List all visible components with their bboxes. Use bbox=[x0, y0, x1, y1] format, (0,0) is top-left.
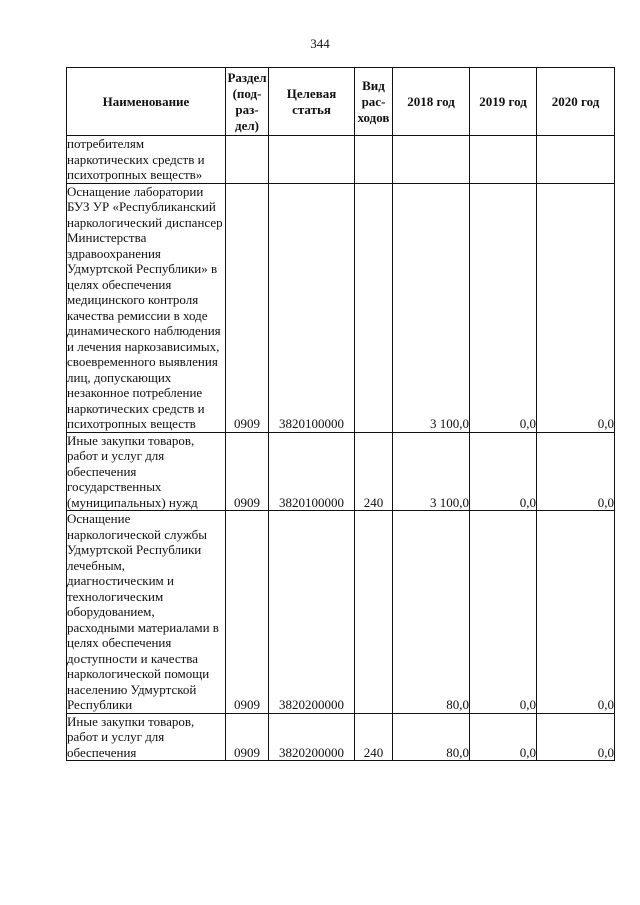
row-name: Оснащение наркологической службы Удмуртской Республики лечебным, диагностическим и технологическим оборудованием, расходными материалами в целях обеспечения доступности и качества наркологической помощи населению Удмуртской Республики bbox=[67, 511, 226, 714]
header-section: Раздел (под-раз-дел) bbox=[226, 68, 269, 136]
row-2018: 3 100,0 bbox=[393, 183, 470, 432]
header-name: Наименование bbox=[67, 68, 226, 136]
row-2019: 0,0 bbox=[470, 432, 537, 511]
row-section: 0909 bbox=[226, 511, 269, 714]
row-2020: 0,0 bbox=[537, 713, 615, 761]
row-section: 0909 bbox=[226, 713, 269, 761]
row-2019: 0,0 bbox=[470, 183, 537, 432]
row-2020: 0,0 bbox=[537, 183, 615, 432]
row-2020: 0,0 bbox=[537, 432, 615, 511]
header-2020: 2020 год bbox=[537, 68, 615, 136]
row-target: 3820200000 bbox=[269, 713, 355, 761]
row-2018: 3 100,0 bbox=[393, 432, 470, 511]
table-row bbox=[67, 183, 615, 432]
table-row bbox=[67, 511, 615, 714]
row-section bbox=[226, 136, 269, 184]
row-2018: 80,0 bbox=[393, 511, 470, 714]
row-2018 bbox=[393, 136, 470, 184]
page-number: 344 bbox=[310, 36, 330, 51]
row-target: 3820100000 bbox=[269, 183, 355, 432]
row-expense-type: 240 bbox=[355, 713, 393, 761]
row-expense-type: 240 bbox=[355, 432, 393, 511]
row-2019: 0,0 bbox=[470, 713, 537, 761]
header-row bbox=[67, 68, 615, 136]
row-2020: 0,0 bbox=[537, 511, 615, 714]
header-2018: 2018 год bbox=[393, 68, 470, 136]
header-2019: 2019 год bbox=[470, 68, 537, 136]
table-row bbox=[67, 713, 615, 761]
budget-table bbox=[66, 67, 615, 761]
row-2019: 0,0 bbox=[470, 511, 537, 714]
row-section: 0909 bbox=[226, 432, 269, 511]
row-name: Иные закупки товаров, работ и услуг для обеспечения государственных (муниципальных) нужд bbox=[67, 432, 226, 511]
row-name: Оснащение лаборатории БУЗ УР «Республиканский наркологический диспансер Министерства здравоохранения Удмуртской Республики» в целях обеспечения медицинского контроля качества ремиссии в ходе динамического наблюдения и лечения наркозависимых, своевременного выявления лиц, допускающих незаконное потребление наркотических средств и психотропных веществ bbox=[67, 183, 226, 432]
header-expense-type: Вид рас-ходов bbox=[355, 68, 393, 136]
table-row bbox=[67, 432, 615, 511]
row-section: 0909 bbox=[226, 183, 269, 432]
row-2018: 80,0 bbox=[393, 713, 470, 761]
row-name: Иные закупки товаров, работ и услуг для обеспечения bbox=[67, 713, 226, 761]
row-target bbox=[269, 136, 355, 184]
row-2020 bbox=[537, 136, 615, 184]
row-target: 3820100000 bbox=[269, 432, 355, 511]
row-2019 bbox=[470, 136, 537, 184]
row-name: потребителям наркотических средств и психотропных веществ» bbox=[67, 136, 226, 184]
row-expense-type bbox=[355, 183, 393, 432]
row-expense-type bbox=[355, 136, 393, 184]
row-expense-type bbox=[355, 511, 393, 714]
table-row bbox=[67, 136, 615, 184]
header-target: Целевая статья bbox=[269, 68, 355, 136]
row-target: 3820200000 bbox=[269, 511, 355, 714]
